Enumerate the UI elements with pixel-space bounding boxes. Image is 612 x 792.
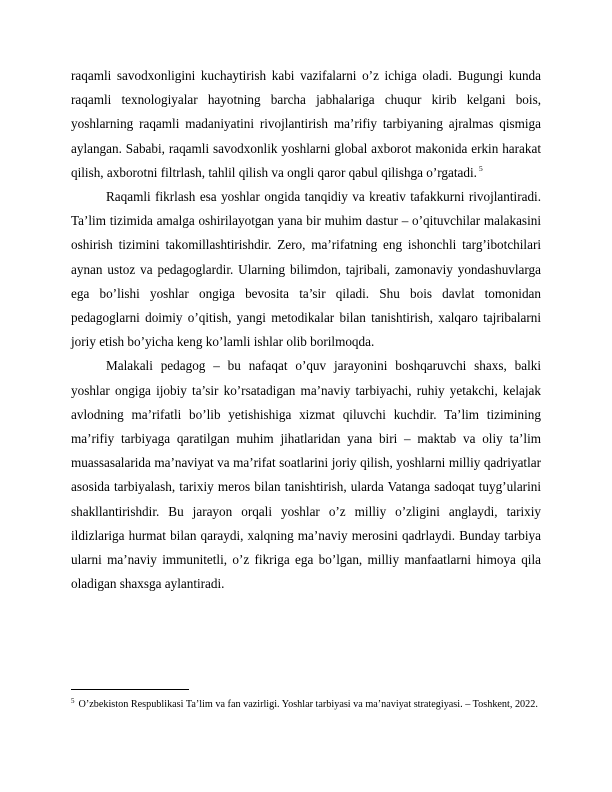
- footnote-text: O’zbekiston Respublikasi Ta’lim va fan vazirligi. Yoshlar tarbiyasi va ma’naviyat strategiyasi. – Toshkent, 2022.: [78, 699, 538, 710]
- footnote-reference[interactable]: 5: [478, 164, 483, 174]
- paragraph-3: [71, 354, 541, 596]
- footnote: [71, 696, 541, 715]
- paragraph-2-text: Raqamli fikrlash esa yoshlar ongida tanqidiy va kreativ tafakkurni rivojlantiradi. Ta’lim tizimida amalga oshirilayotgan yana bir muhim dastur – o’qituvchilar malakasini oshirish tizimini takomillashtirishdir. Zero, ma’rifatning eng ishonchli targ’ibotchilari aynan ustoz va pedagoglardir. Ularning bilimdon, tajribali, zamonaviy yondashuvlarga ega bo’lishi yoshlar ongiga bevosita ta’sir qiladi. Shu bois davlat tomonidan pedagoglarni doimiy o’qitish, yangi metodikalar bilan tanishtirish, xalqaro tajribalarni joriy etish bo’yicha keng ko’lamli ishlar olib borilmoqda.: [71, 189, 541, 350]
- paragraph-2: [71, 185, 541, 354]
- paragraph-3-text: Malakali pedagog – bu nafaqat o’quv jarayonini boshqaruvchi shaxs, balki yoshlar ongiga ijobiy ta’sir ko’rsatadigan ma’naviy tarbiyachi, ruhiy yetakchi, kelajak avlodning ma’rifatli bo’lib yetishishiga xizmat qiluvchi kuchdir. Ta’lim tizimining ma’rifiy tarbiyaga qaratilgan muhim jihatlaridan yana biri – maktab va oliy ta’lim muassasalarida ma’naviyat va ma’rifat soatlarini joriy qilish, yoshlarni milliy qadriyatlar asosida tarbiyalash, tarixiy meros bilan tanishtirish, ularda Vatanga sadoqat tuyg’ularini shakllantirishdir. Bu jarayon orqali yoshlar o’z milliy o’zligini anglaydi, tarixiy ildizlariga hurmat bilan qaraydi, xalqning ma’naviy merosini qadrlaydi. Bunday tarbiya ularni ma’naviy immunitetli, o’z fikriga ega bo’lgan, milliy manfaatlarni himoya qila oladigan shaxsga aylantiradi.: [71, 358, 541, 592]
- paragraph-1-text: raqamli savodxonligini kuchaytirish kabi vazifalarni o’z ichiga oladi. Bugungi kunda raqamli texnologiyalar hayotning barcha jabhalariga chuqur kirib kelgani bois, yoshlarning raqamli madaniyatini rivojlantirish ma’rifiy tarbiyaning ajralmas qismiga aylangan. Sababi, raqamli savodxonlik yoshlarni global axborot makonida erkin harakat qilish, axborotni filtrlash, tahlil qilish va ongli qaror qabul qilishga o’rgatadi.: [71, 68, 541, 180]
- footnote-separator: [71, 689, 189, 690]
- document-body: [71, 64, 541, 596]
- footnote-number: 5: [71, 696, 75, 705]
- paragraph-1: [71, 64, 541, 185]
